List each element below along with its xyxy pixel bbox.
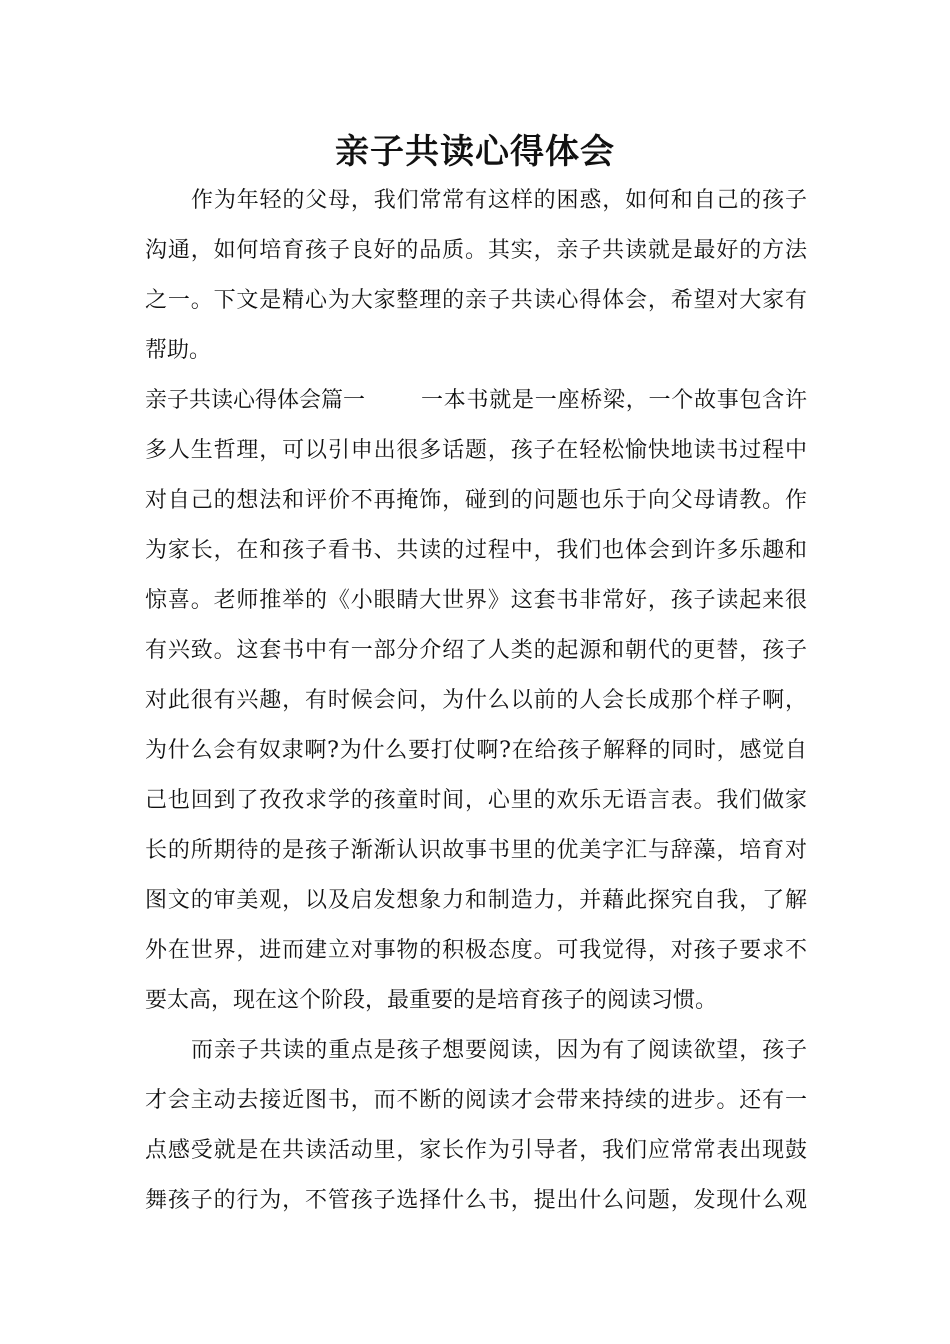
document-title: 亲子共读心得体会 <box>335 132 615 172</box>
section1-line-8: 己也回到了孜孜求学的孩童时间，心里的欢乐无语言表。我们做家 <box>145 788 807 813</box>
section1-line-12: 要太高，现在这个阶段，最重要的是培育孩子的阅读习惯。 <box>145 988 718 1013</box>
section1-line-1: 多人生哲理，可以引申出很多话题，孩子在轻松愉快地读书过程中 <box>145 438 807 463</box>
section1-line-2: 对自己的想法和评价不再掩饰，碰到的问题也乐于向父母请教。作 <box>145 488 807 513</box>
intro-line-2: 沟通，如何培育孩子良好的品质。其实，亲子共读就是最好的方法 <box>145 238 807 263</box>
section1-line-3: 为家长，在和孩子看书、共读的过程中，我们也体会到许多乐趣和 <box>145 538 807 563</box>
section1-line-5: 有兴致。这套书中有一部分介绍了人类的起源和朝代的更替，孩子 <box>145 638 807 663</box>
paragraph2-line-4: 舞孩子的行为，不管孩子选择什么书，提出什么问题，发现什么观 <box>145 1188 807 1213</box>
section1-line-7: 为什么会有奴隶啊?为什么要打仗啊?在给孩子解释的同时，感觉自 <box>145 738 807 763</box>
section1-line-6: 对此很有兴趣，有时候会问，为什么以前的人会长成那个样子啊， <box>145 688 807 713</box>
intro-line-3: 之一。下文是精心为大家整理的亲子共读心得体会，希望对大家有 <box>145 288 807 313</box>
section1-first-line: 一本书就是一座桥梁，一个故事包含许 <box>421 388 807 413</box>
section1-line-4: 惊喜。老师推举的《小眼睛大世界》这套书非常好，孩子读起来很 <box>145 588 807 613</box>
section1-line-11: 外在世界，进而建立对事物的积极态度。可我觉得，对孩子要求不 <box>145 938 807 963</box>
section1-line-9: 长的所期待的是孩子渐渐认识故事书里的优美字汇与辞藻，培育对 <box>145 838 807 863</box>
paragraph2-line-2: 才会主动去接近图书，而不断的阅读才会带来持续的进步。还有一 <box>145 1088 807 1113</box>
intro-line-1: 作为年轻的父母，我们常常有这样的困惑，如何和自己的孩子 <box>191 188 807 213</box>
paragraph2-line-1: 而亲子共读的重点是孩子想要阅读，因为有了阅读欲望，孩子 <box>191 1038 807 1063</box>
intro-line-4: 帮助。 <box>145 338 212 363</box>
section1-line-10: 图文的审美观，以及启发想象力和制造力，并藉此探究自我，了解 <box>145 888 807 913</box>
paragraph2-line-3: 点感受就是在共读活动里，家长作为引导者，我们应常常表出现鼓 <box>145 1138 807 1163</box>
section1-heading: 亲子共读心得体会篇一 <box>145 388 366 413</box>
